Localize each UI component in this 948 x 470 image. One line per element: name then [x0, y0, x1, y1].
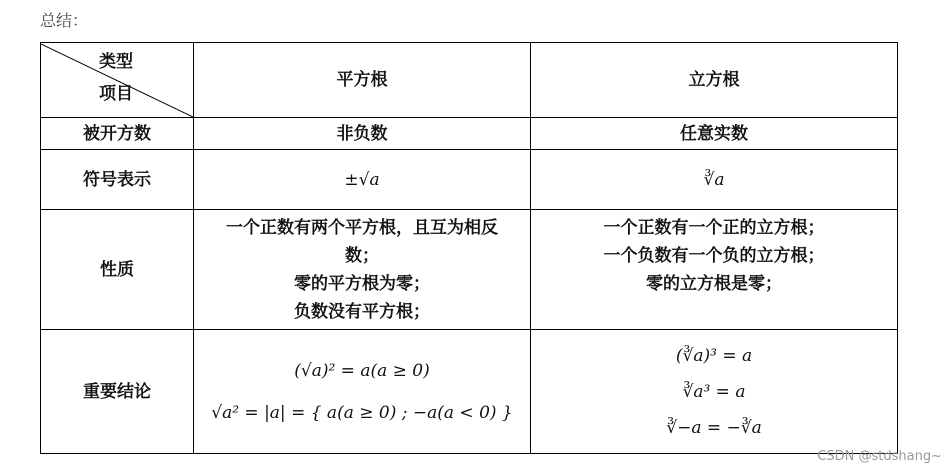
formula-line: (√a)² = a(a ≥ 0) [294, 360, 430, 381]
diagonal-header-cell [41, 43, 194, 118]
conclusions-cube [531, 330, 898, 454]
watermark: CSDN @stdshang~ [817, 449, 942, 464]
row-label-radicand: 被开方数 [41, 118, 194, 150]
properties-square [194, 210, 531, 330]
property-line: 零的平方根为零； [294, 273, 430, 294]
radicand-square: 非负数 [194, 118, 531, 150]
comparison-table [40, 42, 898, 454]
property-line: 数； [345, 245, 379, 266]
formula-line: ∛−a = −∛a [666, 417, 762, 438]
summary-heading: 总结： [40, 11, 89, 30]
radicand-cube: 任意实数 [531, 118, 898, 150]
header-cube-root: 立方根 [531, 43, 898, 118]
property-line: 零的立方根是零； [646, 274, 782, 294]
property-line: 一个正数有两个平方根，且互为相反 [226, 217, 498, 238]
type-label: 类型 [99, 51, 133, 72]
item-label: 项目 [99, 83, 133, 104]
row-label-properties: 性质 [41, 210, 194, 330]
header-square-root: 平方根 [194, 43, 531, 118]
row-label-conclusions: 重要结论 [41, 330, 194, 454]
formula-line: (∛a)³ = a [675, 345, 753, 366]
conclusions-square [194, 330, 531, 454]
formula-line: ∛a³ = a [682, 381, 746, 402]
property-line: 一个正数有一个正的立方根； [603, 218, 825, 238]
formula-line: √a² = |a| = { a(a ≥ 0) ; −a(a < 0) } [211, 402, 513, 423]
notation-cube: ∛a [531, 150, 898, 210]
row-label-notation: 符号表示 [41, 150, 194, 210]
notation-square: ±√a [194, 150, 531, 210]
properties-cube [531, 210, 898, 330]
property-line: 一个负数有一个负的立方根； [603, 246, 825, 266]
property-line: 负数没有平方根； [294, 301, 430, 322]
